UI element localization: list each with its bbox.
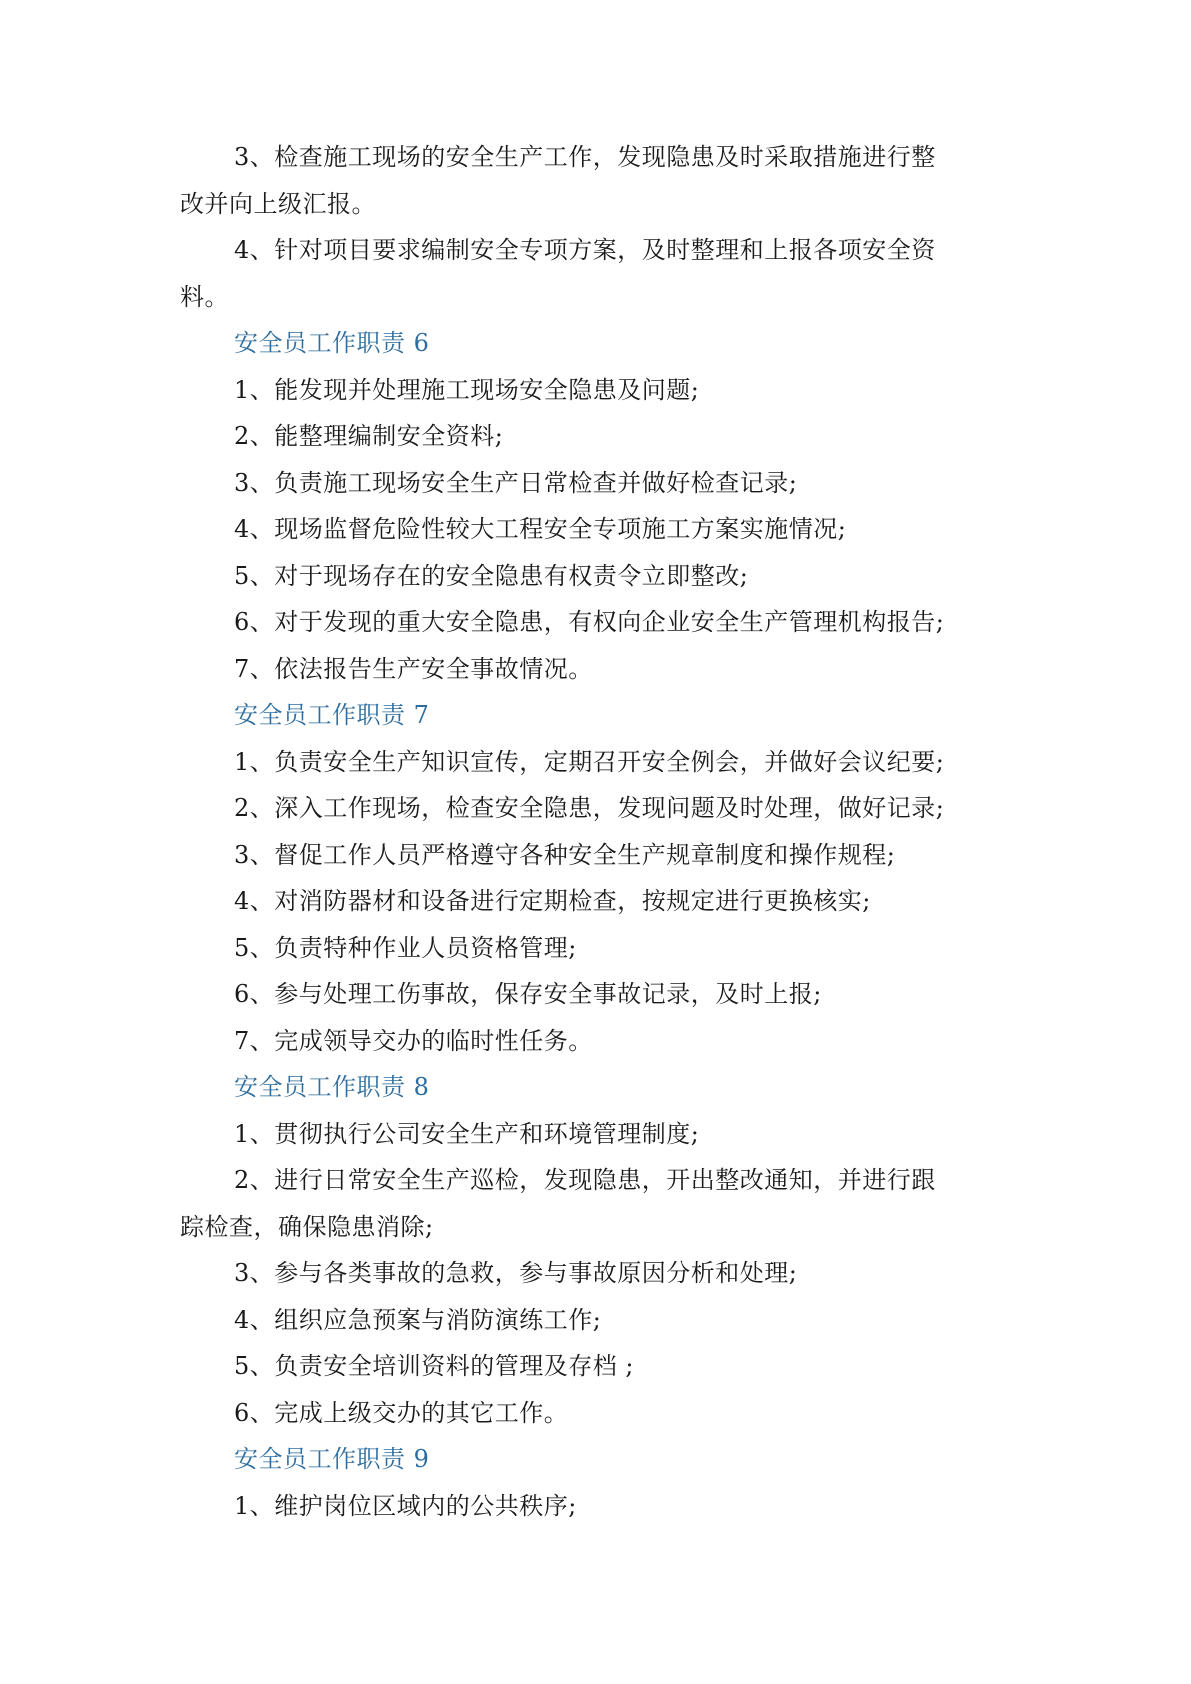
paragraph-line: 1、贯彻执行公司安全生产和环境管理制度; — [234, 1119, 700, 1148]
paragraph-line: 5、负责特种作业人员资格管理; — [234, 933, 577, 962]
paragraph-line: 1、负责安全生产知识宣传，定期召开安全例会，并做好会议纪要; — [234, 747, 945, 776]
section-heading: 安全员工作职责 9 — [234, 1445, 430, 1473]
paragraph-line: 3、负责施工现场安全生产日常检查并做好检查记录; — [234, 468, 798, 497]
paragraph-line: 6、完成上级交办的其它工作。 — [234, 1398, 569, 1427]
paragraph-line: 5、负责安全培训资料的管理及存档 ; — [234, 1352, 634, 1380]
paragraph-line: 料。 — [180, 282, 229, 311]
paragraph-line: 6、参与处理工伤事故，保存安全事故记录，及时上报; — [234, 980, 822, 1008]
paragraph-line: 1、维护岗位区域内的公共秩序; — [234, 1491, 577, 1520]
paragraph-line: 1、能发现并处理施工现场安全隐患及问题; — [234, 375, 700, 404]
paragraph-line: 6、对于发现的重大安全隐患，有权向企业安全生产管理机构报告; — [234, 608, 945, 636]
paragraph-line: 2、深入工作现场，检查安全隐患，发现问题及时处理，做好记录; — [234, 794, 945, 822]
paragraph-line: 5、对于现场存在的安全隐患有权责令立即整改; — [234, 561, 749, 590]
paragraph-line: 踪检查，确保隐患消除; — [180, 1212, 434, 1241]
paragraph-line: 2、进行日常安全生产巡检，发现隐患，开出整改通知，并进行跟 — [234, 1166, 936, 1194]
paragraph-line: 4、现场监督危险性较大工程安全专项施工方案实施情况; — [234, 515, 847, 543]
paragraph-line: 2、能整理编制安全资料; — [234, 422, 504, 450]
paragraph-line: 7、完成领导交办的临时性任务。 — [234, 1026, 593, 1055]
paragraph-line: 4、对消防器材和设备进行定期检查，按规定进行更换核实; — [234, 887, 871, 915]
section-heading: 安全员工作职责 6 — [234, 329, 430, 357]
section-heading: 安全员工作职责 8 — [234, 1073, 430, 1101]
paragraph-line: 3、督促工作人员严格遵守各种安全生产规章制度和操作规程; — [234, 840, 896, 869]
document-body — [180, 134, 1026, 1529]
paragraph-line: 改并向上级汇报。 — [180, 189, 376, 218]
paragraph-line: 4、组织应急预案与消防演练工作; — [234, 1305, 602, 1334]
paragraph-line: 3、检查施工现场的安全生产工作，发现隐患及时采取措施进行整 — [234, 143, 936, 171]
section-heading: 安全员工作职责 7 — [234, 701, 430, 729]
paragraph-line: 7、依法报告生产安全事故情况。 — [234, 654, 593, 683]
paragraph-line: 4、针对项目要求编制安全专项方案，及时整理和上报各项安全资 — [234, 236, 936, 264]
paragraph-line: 3、参与各类事故的急救，参与事故原因分析和处理; — [234, 1259, 798, 1287]
